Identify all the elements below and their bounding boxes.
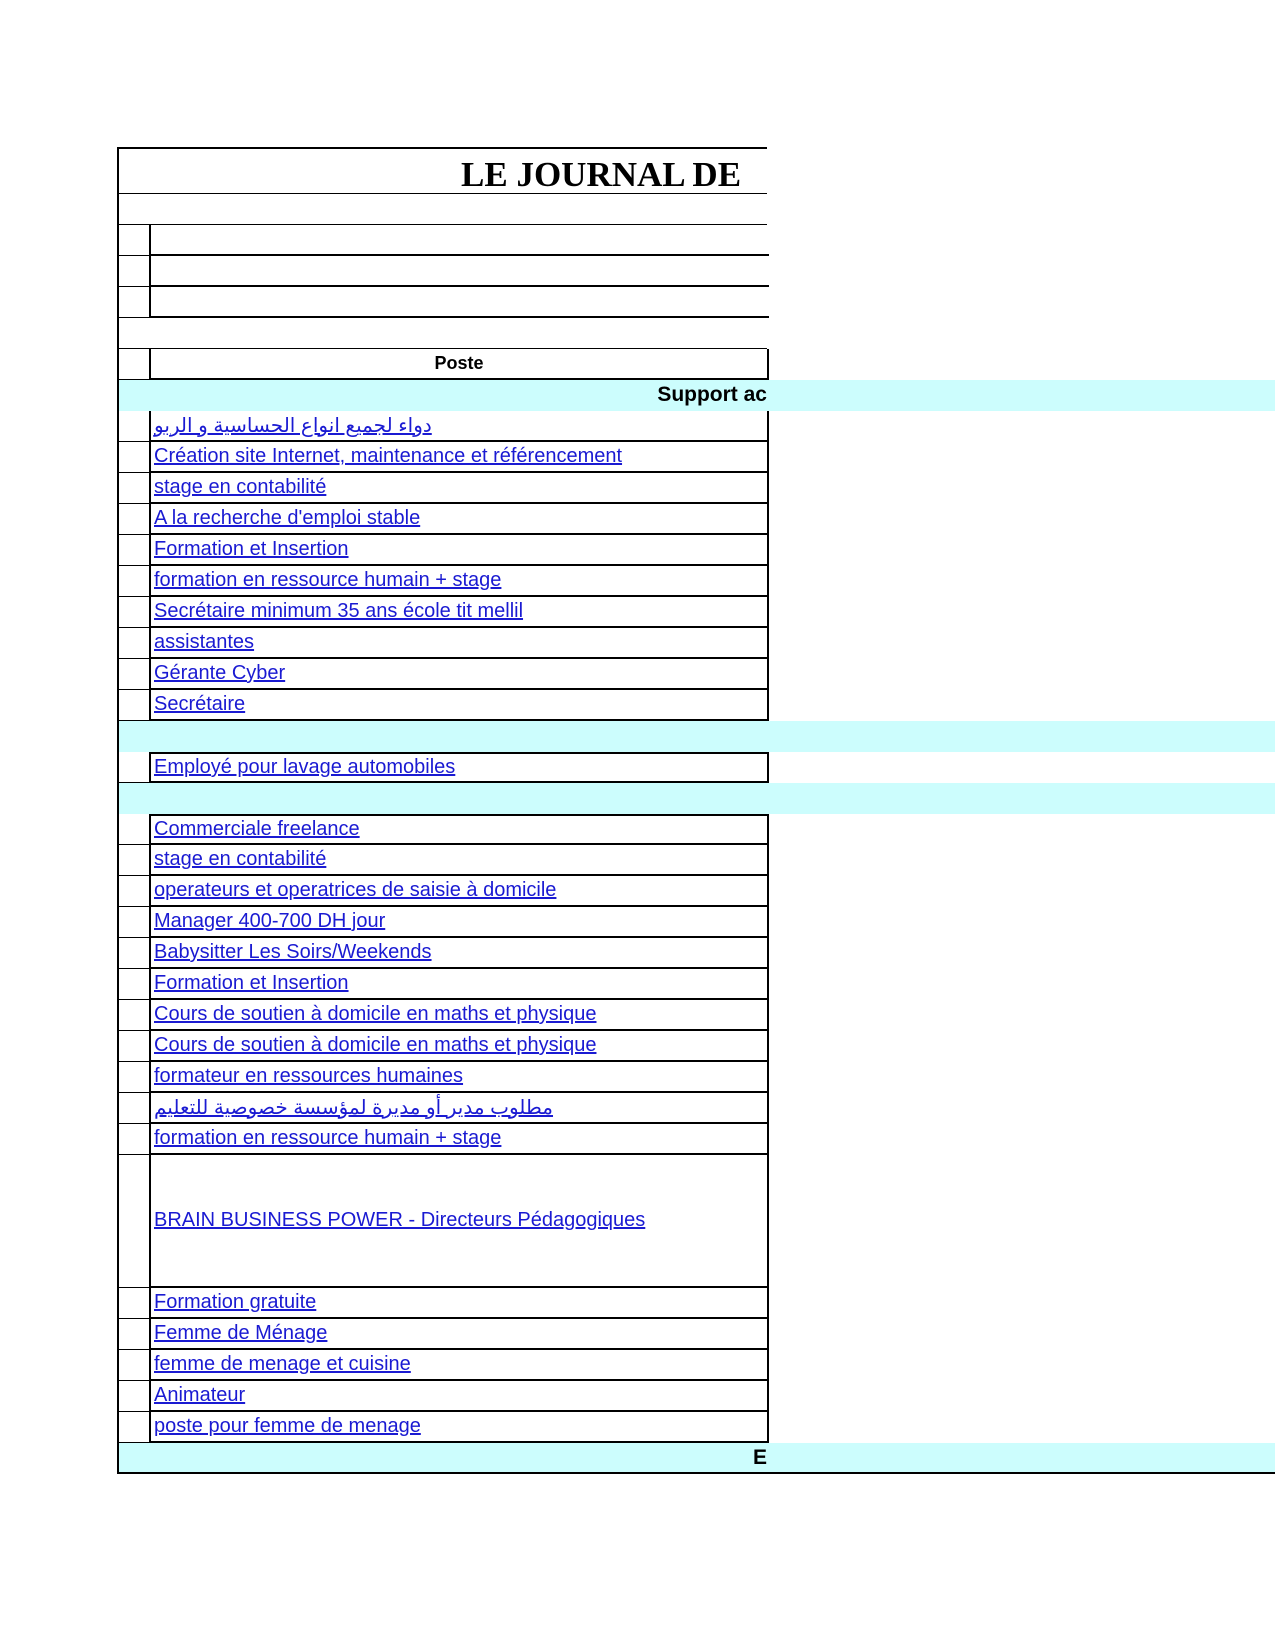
- job-title-cell: [151, 1062, 769, 1093]
- job-title-cell: [151, 442, 769, 473]
- job-row: [117, 1155, 767, 1288]
- row-number-cell: [119, 1031, 151, 1062]
- header-row: [117, 349, 767, 380]
- job-link[interactable]: formateur en ressources humaines: [154, 1065, 464, 1087]
- blank-row: [117, 225, 767, 256]
- row-number-cell: [119, 752, 151, 783]
- row-number-cell: [119, 628, 151, 659]
- job-title-cell: [151, 659, 769, 690]
- job-link[interactable]: دواء لجميع انواع الحساسية و الربو: [154, 415, 432, 437]
- job-row: [117, 659, 767, 690]
- blank-row: [117, 287, 767, 318]
- row-number-cell: [119, 1319, 151, 1350]
- section-header-support: [117, 380, 1275, 411]
- job-link[interactable]: Cours de soutien à domicile en maths et physique: [154, 1034, 597, 1056]
- job-row: [117, 1381, 767, 1412]
- job-link[interactable]: Employé pour lavage automobiles: [154, 756, 456, 778]
- job-title-cell: [151, 535, 769, 566]
- job-title-cell: [151, 1381, 769, 1412]
- job-row: [117, 876, 767, 907]
- job-title-cell: [151, 1124, 769, 1155]
- section-header: [117, 783, 1275, 814]
- job-title-cell: [151, 752, 769, 783]
- job-link[interactable]: stage en contabilité: [154, 476, 327, 498]
- job-title-cell: [151, 876, 769, 907]
- job-link[interactable]: assistantes: [154, 631, 255, 653]
- job-link[interactable]: formation en ressource humain + stage: [154, 1127, 502, 1149]
- job-link[interactable]: Création site Internet, maintenance et référencement: [154, 445, 623, 467]
- job-row: [117, 1319, 767, 1350]
- row-number-cell: [119, 1155, 151, 1288]
- job-row: [117, 628, 767, 659]
- row-number-cell: [119, 1093, 151, 1124]
- row-number-cell: [119, 1000, 151, 1031]
- row-number-cell: [119, 1412, 151, 1443]
- job-link[interactable]: operateurs et operatrices de saisie à domicile: [154, 879, 557, 901]
- job-title-cell: [151, 1000, 769, 1031]
- job-row: [117, 473, 767, 504]
- row-number-cell: [119, 969, 151, 1000]
- job-link[interactable]: مطلوب مدير أو مديرة لمؤسسة خصوصية للتعليم: [154, 1097, 554, 1119]
- row-number-cell: [119, 1288, 151, 1319]
- job-row: [117, 690, 767, 721]
- row-number-cell: [119, 1062, 151, 1093]
- job-row: [117, 752, 767, 783]
- row-number-cell: [119, 1381, 151, 1412]
- row-number-cell: [119, 442, 151, 473]
- job-link[interactable]: formation en ressource humain + stage: [154, 569, 502, 591]
- job-title-cell: [151, 473, 769, 504]
- job-title-cell: [151, 1155, 769, 1288]
- job-link[interactable]: Secrétaire minimum 35 ans école tit mellil: [154, 600, 524, 622]
- job-title-cell: [151, 814, 769, 845]
- job-link[interactable]: A la recherche d'emploi stable: [154, 507, 421, 529]
- job-title-cell: [151, 845, 769, 876]
- job-row: [117, 1000, 767, 1031]
- section-label: E: [752, 1446, 767, 1469]
- job-link[interactable]: Gérante Cyber: [154, 662, 286, 684]
- job-link[interactable]: Formation et Insertion: [154, 972, 349, 994]
- job-row: [117, 566, 767, 597]
- job-row: [117, 1062, 767, 1093]
- row-number-cell: [119, 504, 151, 535]
- job-link[interactable]: Formation et Insertion: [154, 538, 349, 560]
- job-row: [117, 1124, 767, 1155]
- job-row: [117, 814, 767, 845]
- job-link[interactable]: Babysitter Les Soirs/Weekends: [154, 941, 432, 963]
- row-number-cell: [119, 597, 151, 628]
- row-number-cell: [119, 690, 151, 721]
- job-title-cell: [151, 907, 769, 938]
- row-number-cell: [119, 411, 151, 442]
- job-title-cell: [151, 1412, 769, 1443]
- blank-row: [117, 318, 767, 349]
- job-row: [117, 845, 767, 876]
- job-list-group-1: [117, 411, 1275, 721]
- blank-row: [117, 194, 767, 225]
- job-row: [117, 535, 767, 566]
- job-link[interactable]: Secrétaire: [154, 693, 246, 715]
- row-number-cell: [119, 1350, 151, 1381]
- row-number-cell: [119, 845, 151, 876]
- job-title-cell: [151, 1031, 769, 1062]
- job-row: [117, 411, 767, 442]
- title-row: [117, 147, 767, 194]
- section-header-bottom: [117, 1443, 1275, 1474]
- row-number-cell: [119, 814, 151, 845]
- job-title-cell: [151, 1093, 769, 1124]
- row-number-cell: [119, 659, 151, 690]
- job-title-cell: [151, 1288, 769, 1319]
- job-row: [117, 1031, 767, 1062]
- spreadsheet: [117, 147, 1275, 1474]
- job-title-cell: [151, 628, 769, 659]
- page-title: LE JOURNAL DE: [461, 155, 742, 194]
- job-title-cell: [151, 938, 769, 969]
- job-link[interactable]: Cours de soutien à domicile en maths et physique: [154, 1003, 597, 1025]
- job-list-group-2: [117, 752, 1275, 783]
- job-title-cell: [151, 597, 769, 628]
- job-link[interactable]: stage en contabilité: [154, 848, 327, 870]
- row-number-cell: [119, 907, 151, 938]
- section-header: [117, 721, 1275, 752]
- job-row: [117, 969, 767, 1000]
- job-row: [117, 442, 767, 473]
- job-link[interactable]: BRAIN BUSINESS POWER - Directeurs Pédagogiques: [154, 1209, 646, 1231]
- row-number-cell: [119, 938, 151, 969]
- job-link[interactable]: Femme de Ménage: [154, 1322, 328, 1344]
- row-number-cell: [119, 566, 151, 597]
- section-label: Support ac: [657, 383, 767, 406]
- job-title-cell: [151, 969, 769, 1000]
- row-number-cell: [119, 1124, 151, 1155]
- column-header-poste: Poste: [151, 349, 769, 380]
- job-link[interactable]: poste pour femme de menage: [154, 1415, 421, 1437]
- job-title-cell: [151, 566, 769, 597]
- row-number-cell: [119, 535, 151, 566]
- job-link[interactable]: femme de menage et cuisine: [154, 1353, 411, 1375]
- job-row: [117, 1350, 767, 1381]
- job-title-cell: [151, 1319, 769, 1350]
- row-number-cell: [119, 876, 151, 907]
- job-link[interactable]: Animateur: [154, 1384, 246, 1406]
- job-list-group-3: [117, 814, 1275, 1443]
- job-title-cell: [151, 411, 769, 442]
- job-row: [117, 504, 767, 535]
- job-row: [117, 1288, 767, 1319]
- job-row: [117, 907, 767, 938]
- blank-row: [117, 256, 767, 287]
- job-link[interactable]: Formation gratuite: [154, 1291, 317, 1313]
- job-row: [117, 938, 767, 969]
- job-row: [117, 1093, 767, 1124]
- row-number-cell: [119, 473, 151, 504]
- job-link[interactable]: Manager 400-700 DH jour: [154, 910, 386, 932]
- job-row: [117, 597, 767, 628]
- job-link[interactable]: Commerciale freelance: [154, 818, 360, 840]
- job-title-cell: [151, 1350, 769, 1381]
- job-title-cell: [151, 690, 769, 721]
- job-row: [117, 1412, 767, 1443]
- job-title-cell: [151, 504, 769, 535]
